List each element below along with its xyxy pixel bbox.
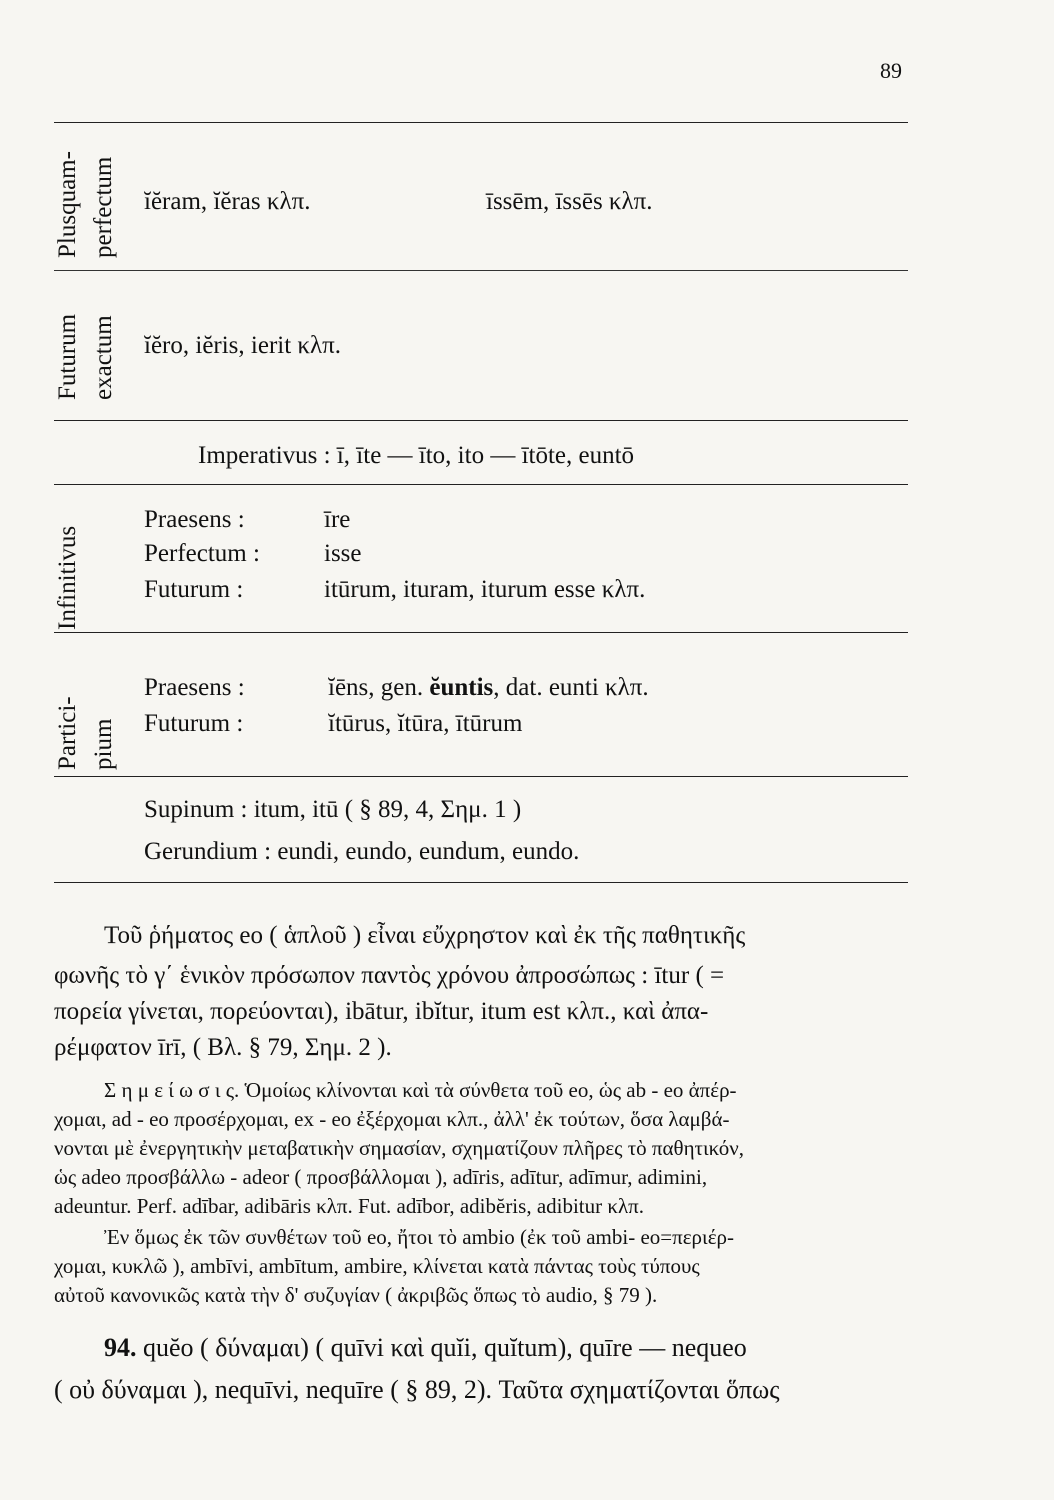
rule-5 <box>54 776 908 777</box>
infinitivus-label: Infinitivus <box>54 525 81 630</box>
participium-praesens-pre: ĭēns, gen. <box>328 674 430 701</box>
participium-futurum-tense: Futurum : <box>144 710 244 737</box>
section-94-line-1 <box>104 1330 747 1365</box>
rule-3 <box>54 484 908 485</box>
futurum-exactum-forms: ĭĕro, iĕris, ierit κλπ. <box>144 332 342 359</box>
infinitivus-futurum-forms: itūrum, ituram, iturum esse κλπ. <box>324 576 646 603</box>
paragraph-line-3: πορεία γίνεται, πορεύονται), ibātur, ibĭtur, itum est κλπ., καὶ ἀπα- <box>54 998 709 1025</box>
note-line-7: χομαι, κυκλῶ ), ambīvi, ambītum, ambire, κλίνεται κατὰ πάντας τοὺς τύπους <box>54 1254 700 1278</box>
section-94-line-2: ( οὐ δύναμαι ), nequīvi, nequīre ( § 89, 2). Ταῦτα σχηματίζονται ὅπως <box>54 1375 780 1404</box>
paragraph-line-1: Τοῦ ῥήματος eo ( ἁπλοῦ ) εἶναι εὔχρηστον καὶ ἐκ τῆς παθητικῆς <box>104 922 746 949</box>
rule-top <box>54 122 908 123</box>
plusquamperfectum-label-2: perfectum <box>90 156 117 258</box>
plusquamperfectum-forms-b: īssēm, īssēs κλπ. <box>486 188 653 215</box>
plusquamperfectum-forms-a: ĭĕram, ĭĕras κλπ. <box>144 188 311 215</box>
rule-2 <box>54 420 908 421</box>
participium-praesens-tense: Praesens : <box>144 674 245 701</box>
paragraph-line-4: ρέμφατον īrī, ( Βλ. § 79, Σημ. 2 ). <box>54 1034 392 1061</box>
rule-4 <box>54 632 908 633</box>
infinitivus-praesens-forms: īre <box>324 506 351 533</box>
section-94-line-1-text: quĕo ( δύναμαι) ( quīvi καὶ quĭi, quĭtum), quīre — nequeo <box>136 1333 747 1362</box>
plusquamperfectum-label-1: Plusquam- <box>54 151 81 258</box>
note-line-5: adeuntur. Perf. adībar, adibāris κλπ. Fut. adībor, adibĕris, adibitur κλπ. <box>54 1194 644 1218</box>
participium-label-1: Partici- <box>54 696 81 770</box>
note-line-3: νονται μὲ ἐνεργητικὴν μεταβατικὴν σημασίαν, σχηματίζουν πλῆρες τὸ παθητικόν, <box>54 1136 745 1160</box>
gerundium: Gerundium : eundi, eundo, eundum, eundo. <box>144 838 580 865</box>
note-line-8: αὐτοῦ κανονικῶς κατὰ τὴν δ' συζυγίαν ( ἀκριβῶς ὅπως τὸ audio, § 79 ). <box>54 1283 658 1307</box>
infinitivus-futurum-tense: Futurum : <box>144 576 244 603</box>
rule-1 <box>54 270 908 271</box>
infinitivus-perfectum-tense: Perfectum : <box>144 540 260 567</box>
infinitivus-praesens-tense: Praesens : <box>144 506 245 533</box>
participium-praesens-forms <box>328 674 649 702</box>
participium-praesens-genitive: ĕuntis <box>429 674 494 701</box>
note-line-2: χομαι, ad - eo προσέρχομαι, ex - eo ἐξέρχομαι κλπ., ἀλλ' ἐκ τούτων, ὅσα λαμβά- <box>54 1107 730 1131</box>
note-line-6: Ἐν ὅμως ἐκ τῶν συνθέτων τοῦ eo, ἤτοι τὸ ambio (ἐκ τοῦ ambi- eo=περιέρ- <box>104 1225 734 1249</box>
participium-praesens-post: , dat. eunti κλπ. <box>493 674 649 701</box>
page-number: 89 <box>880 58 902 83</box>
note-line-4: ὡς adeo προσβάλλω - adeor ( προσβάλλομαι ), adīris, adītur, adīmur, adimini, <box>54 1165 708 1189</box>
imperativus: Imperativus : ī, īte — īto, ito — ītōte, euntō <box>198 442 635 469</box>
participium-futurum-forms: ĭtūrus, ĭtūra, ītūrum <box>328 710 523 737</box>
section-94-number: 94. <box>104 1333 137 1362</box>
futurum-exactum-label-1: Futurum <box>54 313 81 400</box>
supinum: Supinum : itum, itū ( § 89, 4, Σημ. 1 ) <box>144 796 522 823</box>
rule-6 <box>54 882 908 883</box>
paragraph-line-2: φωνῆς τὸ γ΄ ἑνικὸν πρόσωπον παντὸς χρόνου ἀπροσώπως : ītur ( = <box>54 962 725 989</box>
futurum-exactum-label-2: exactum <box>90 315 117 400</box>
note-line-1: Σ η μ ε ί ω σ ι ς. Ὁμοίως κλίνονται καὶ τὰ σύνθετα τοῦ eo, ὡς ab - eo ἀπέρ- <box>104 1078 737 1102</box>
participium-label-2: pium <box>90 718 117 770</box>
infinitivus-perfectum-forms: isse <box>324 540 362 567</box>
